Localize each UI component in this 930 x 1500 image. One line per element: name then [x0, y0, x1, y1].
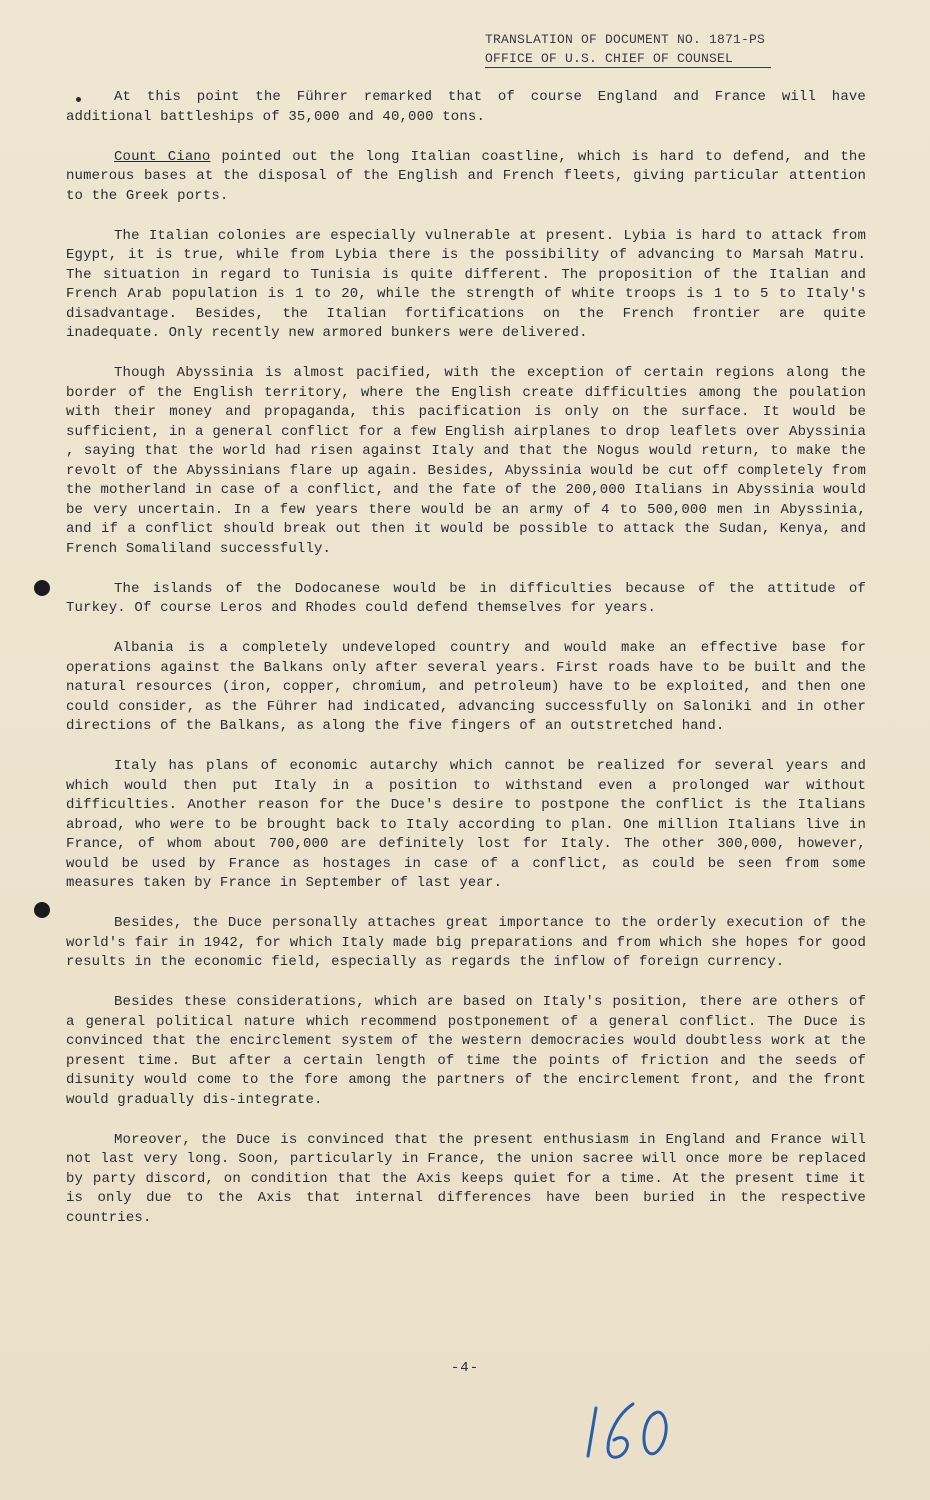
paragraph-text: Besides, the Duce personally attaches great importance to the orderly execution of the world's fair in 1942, for which Italy made big preparations and from which she hopes for good results in the economic field, especially as regards the inflow of foreign currency. — [66, 915, 866, 970]
header-office-line: OFFICE OF U.S. CHIEF OF COUNSEL — [485, 50, 771, 68]
paragraph-text: Italy has plans of economic autarchy which cannot be realized for several years and which would then put Italy in a position to withstand even a prolonged war without difficulties. Another reason for the Duce's desire to postpone the conflict is the Italians abroad, who were to be brought back to Italy according to plan. One million Italians live in France, of whom about 700,000 are definitely lost for Italy. The other 300,000, however, would be used by France as hostages in case of a conflict, as could be seen from some measures taken by France in September of last year. — [66, 758, 866, 891]
handwritten-page-number — [578, 1390, 688, 1470]
handwritten-digit-0 — [644, 1412, 666, 1454]
paragraph-5 — [66, 580, 866, 619]
paragraph-4 — [66, 364, 866, 559]
paragraph-10 — [66, 1131, 866, 1229]
page-number: -4- — [450, 1360, 480, 1376]
handwritten-digit-6 — [608, 1404, 633, 1457]
paragraph-text: pointed out the long Italian coastline, which is hard to defend, and the numerous bases at the disposal of the English and French fleets, giving particular attention to the Greek ports. — [66, 148, 867, 204]
handwritten-digit-1 — [588, 1408, 596, 1456]
paragraph-6 — [66, 639, 866, 737]
document-header — [485, 30, 830, 68]
paragraph-3 — [66, 227, 866, 344]
header-translation-line: TRANSLATION OF DOCUMENT NO. 1871-PS — [485, 32, 766, 47]
punch-hole-top — [34, 580, 50, 596]
paragraph-text: At this point the Führer remarked that of course England and France will have additional battleships of 35,000 and 40,000 tons. — [66, 89, 866, 125]
paragraph-text: The islands of the Dodocanese would be in difficulties because of the attitude of Turkey. Of course Leros and Rhodes could defend themselves for years. — [66, 580, 866, 616]
punch-hole-bottom — [34, 902, 50, 918]
paragraph-9 — [66, 993, 866, 1110]
paragraph-text: The Italian colonies are especially vulnerable at present. Lybia is hard to attack from Egypt, it is true, while from Lybia there is the possibility of advancing to Marsah Matru. The situation in regard to Tunisia is quite different. The proposition of the Italian and French Arab population is 1 to 20, while the strength of white troops is 1 to 5 to Italy's disadvantage. Besides, the Italian fortifications on the French frontier are quite inadequate. Only recently new armored bunkers were delivered. — [66, 227, 866, 341]
paragraph-8 — [66, 914, 866, 973]
paragraph-2 — [66, 148, 866, 207]
paragraph-7 — [66, 757, 866, 894]
paragraph-text: Albania is a completely undeveloped country and would make an effective base for operations against the Balkans only after several years. First roads have to be built and the natural resources (iron, copper, chromium, and petroleum) have to be exploited, and then one could consider, as the Führer had indicated, advancing successfully on Saloniki and in other directions of the Balkans, as along the five fingers of an outstretched hand. — [66, 640, 866, 734]
paragraph-text: Moreover, the Duce is convinced that the present enthusiasm in England and France will not last very long. Soon, particularly in France, the union sacree will once more be replaced by party discord, on condition that the Axis keeps quiet for a time. At the present time it is only due to the Axis that internal differences have been buried in the respective countries. — [66, 1131, 866, 1226]
paragraph-1 — [66, 88, 866, 127]
paragraph-text: Besides these considerations, which are based on Italy's position, there are others of a general political nature which recommend postponement of a general conflict. The Duce is convinced that the encirclement system of the western democracies would doubtless work at the present time. But after a certain length of time the points of friction and the seeds of disunity would come to the fore among the partners of the encirclement front, and the front would gradually dis-integrate. — [66, 994, 866, 1108]
document-body — [66, 88, 866, 1249]
speaker-name: Count Ciano — [114, 148, 211, 165]
paragraph-text: Though Abyssinia is almost pacified, with the exception of certain regions along the border of the English territory, where the English create difficulties among the poulation with their money and propaganda, this pacification is only on the surface. It would be sufficient, in a general conflict for a few English airplanes to drop leaflets over Abyssinia , saying that the world had risen against Italy and that the Nogus would return, to make the revolt of the Abyssinians flare up again. Besides, Abyssinia would be cut off completely from the motherland in case of a conflict, and the fate of the 200,000 Italians in Abyssinia would be very uncertain. In a few years there would be an army of 4 to 500,000 men in Abyssinia, and if a conflict should break out then it would be possible to attack the Sudan, Kenya, and French Somaliland successfully. — [66, 365, 866, 557]
